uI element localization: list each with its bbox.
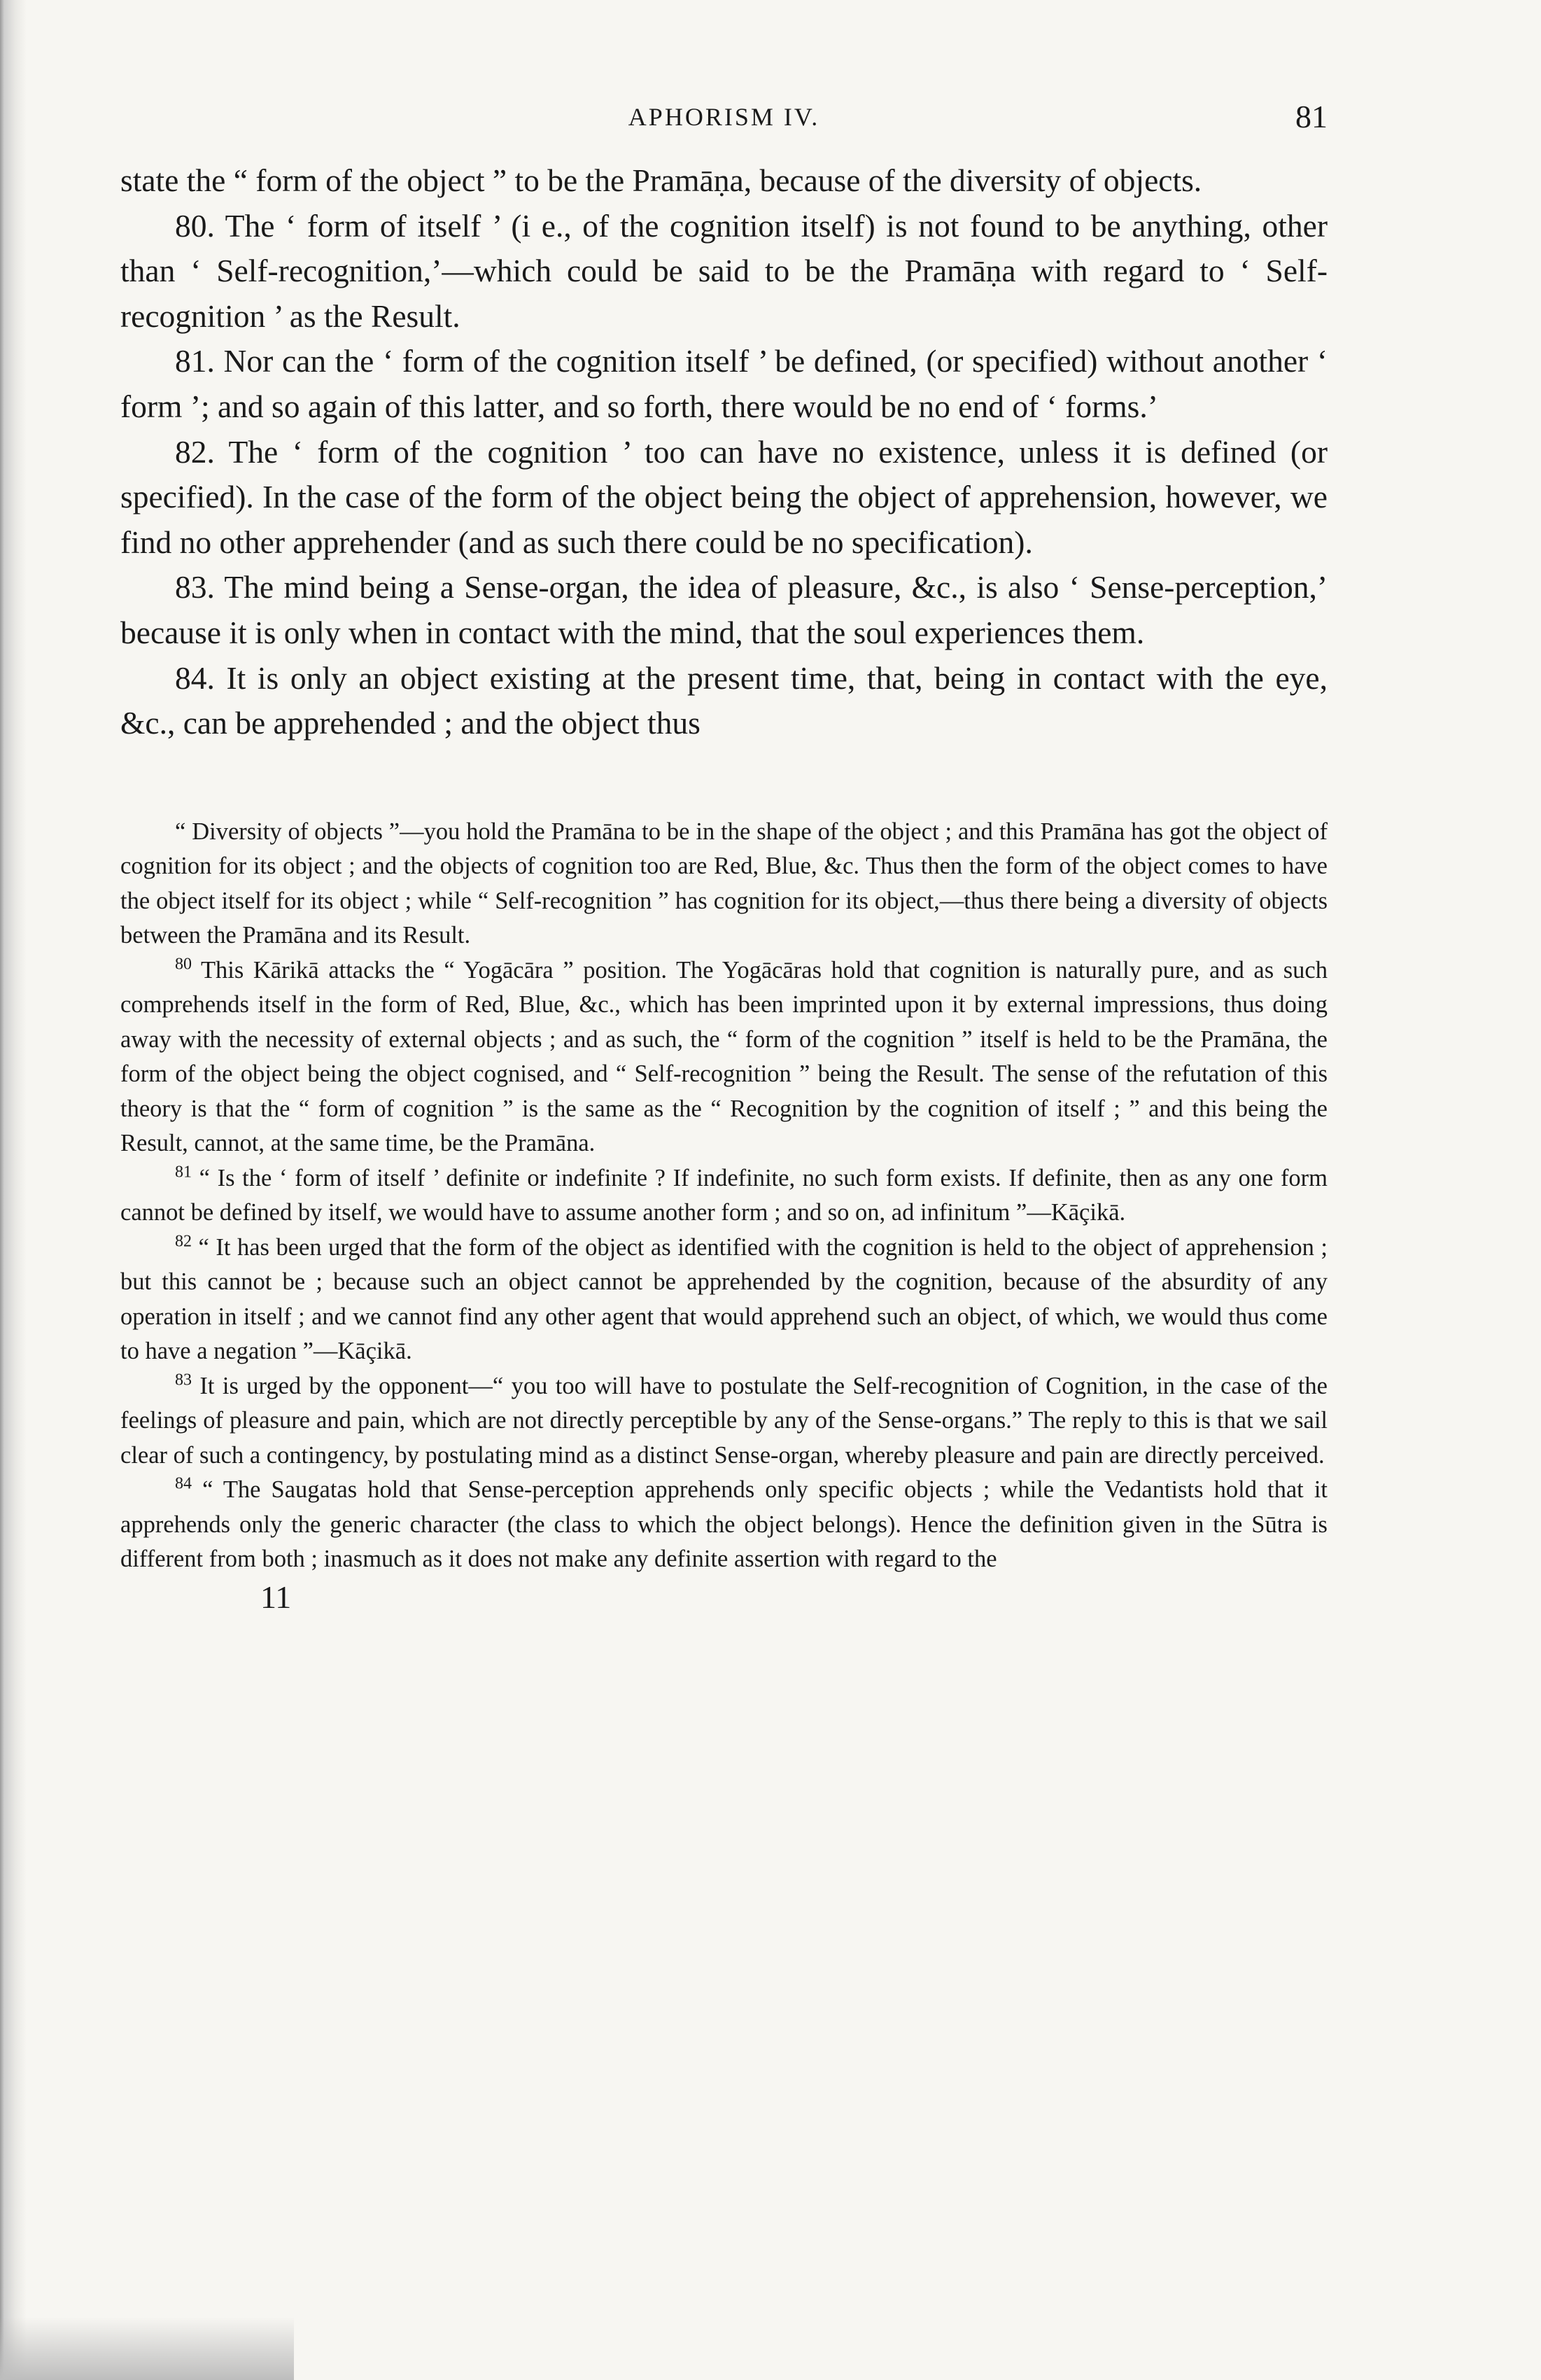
paragraph-83: 83. The mind being a Sense-organ, the idea of pleasure, &c., is also ‘ Sense-perception,’ because it is only when in contact with the mind, that the soul experiences them. <box>120 569 1328 650</box>
paragraph-continuation: state the “ form of the object ” to be the Pramāṇa, because of the diversity of objects. <box>120 162 1202 198</box>
footnote-marker: 83 <box>175 1371 192 1390</box>
scan-smudge <box>0 2317 294 2380</box>
scan-binding-edge <box>0 0 27 2380</box>
footnote-marker: 81 <box>175 1163 192 1182</box>
footnote-text: “ Is the ‘ form of itself ’ definite or indefinite ? If indefinite, no such form exists. If definite, then as any one form cannot be defined by itself, we would have to assume another form ; and so on, ad infinitum ”—Kāçikā. <box>120 1164 1328 1226</box>
running-title: APHORISM IV. <box>628 103 820 131</box>
footnote-text: This Kārikā attacks the “ Yogācāra ” position. The Yogācāras hold that cognition is naturally pure, and as such comprehends itself in the form of Red, Blue, &c., which has been imprinted upon it by external impressions, thus doing away with the necessity of external objects ; and as such, the “ form of the cognition ” itself is held to be the Pramāna, the form of the object being the object cognised, and “ Self-recognition ” being the Result. The sense of the refutation of this theory is that the “ form of cognition ” is the same as the “ Recognition by the cognition of itself ; ” and this being the Result, cannot, at the same time, be the Pramāna. <box>120 956 1328 1157</box>
book-page <box>120 98 1328 1616</box>
running-head <box>120 98 1328 140</box>
footnote-marker: 82 <box>175 1232 192 1251</box>
page-number: 81 <box>1295 99 1328 134</box>
paragraph-82: 82. The ‘ form of the cognition ’ too can have no existence, unless it is defined (or specified). In the case of the form of the object being the object of apprehension, however, we find no other apprehender (and as such there could be no specification). <box>120 433 1328 560</box>
footnotes <box>120 815 1328 1577</box>
footnote-text: “ Diversity of objects ”—you hold the Pramāna to be in the shape of the object ; and this Pramāna has got the object of cognition for its object ; and the objects of cognition too are Red, Blue, &c. Thus then the form of the object comes to have the object itself for its object ; while “ Self-recognition ” has cognition for its object,—thus there being a diversity of objects between the Pramāna and its Result. <box>120 818 1328 949</box>
paragraph-81: 81. Nor can the ‘ form of the cognition itself ’ be defined, (or specified) without another ‘ form ’; and so again of this latter, and so forth, there would be no end of ‘ forms.’ <box>120 343 1328 424</box>
paragraph-84: 84. It is only an object existing at the present time, that, being in contact with the eye, &c., can be apprehended ; and the object thus <box>120 659 1328 741</box>
footnote-83 <box>120 1369 1328 1474</box>
footnote-text: It is urged by the opponent—“ you too will have to postulate the Self-recognition of Cognition, in the case of the feelings of pleasure and pain, which are not directly perceptible by any of the Sense-organs.” The reply to this is that we sail clear of such a contingency, by postulating mind as a distinct Sense-organ, whereby pleasure and pain are directly perceived. <box>120 1372 1328 1469</box>
footnote-81 <box>120 1161 1328 1231</box>
footnote-79 <box>120 815 1328 953</box>
signature-mark: 11 <box>260 1578 292 1615</box>
footnote-80 <box>120 953 1328 1161</box>
footnote-82 <box>120 1231 1328 1369</box>
footnote-text: “ It has been urged that the form of the object as identified with the cognition is held to the object of apprehension ; but this cannot be ; because such an object cannot be apprehended by the cognition, because of the absurdity of any operation in itself ; and we cannot find any other agent that would apprehend such an object, of which, we would thus come to have a negation ”—Kāçikā. <box>120 1233 1328 1365</box>
footnote-marker: 84 <box>175 1474 192 1493</box>
footnote-text: “ The Saugatas hold that Sense-perception apprehends only specific objects ; while the Vedantists hold that it apprehends only the generic character (the class to which the object belongs). Hence the definition given in the Sūtra is different from both ; inasmuch as it does not make any definite assertion with regard to the <box>120 1476 1328 1573</box>
paragraph-80: 80. The ‘ form of itself ’ (i e., of the cognition itself) is not found to be anything, other than ‘ Self-recognition,’—which could be said to be the Pramāṇa with regard to ‘ Self-recognition ’ as the Result. <box>120 207 1328 334</box>
footnote-84 <box>120 1473 1328 1577</box>
footnote-marker: 80 <box>175 955 192 974</box>
main-text <box>120 158 1328 746</box>
